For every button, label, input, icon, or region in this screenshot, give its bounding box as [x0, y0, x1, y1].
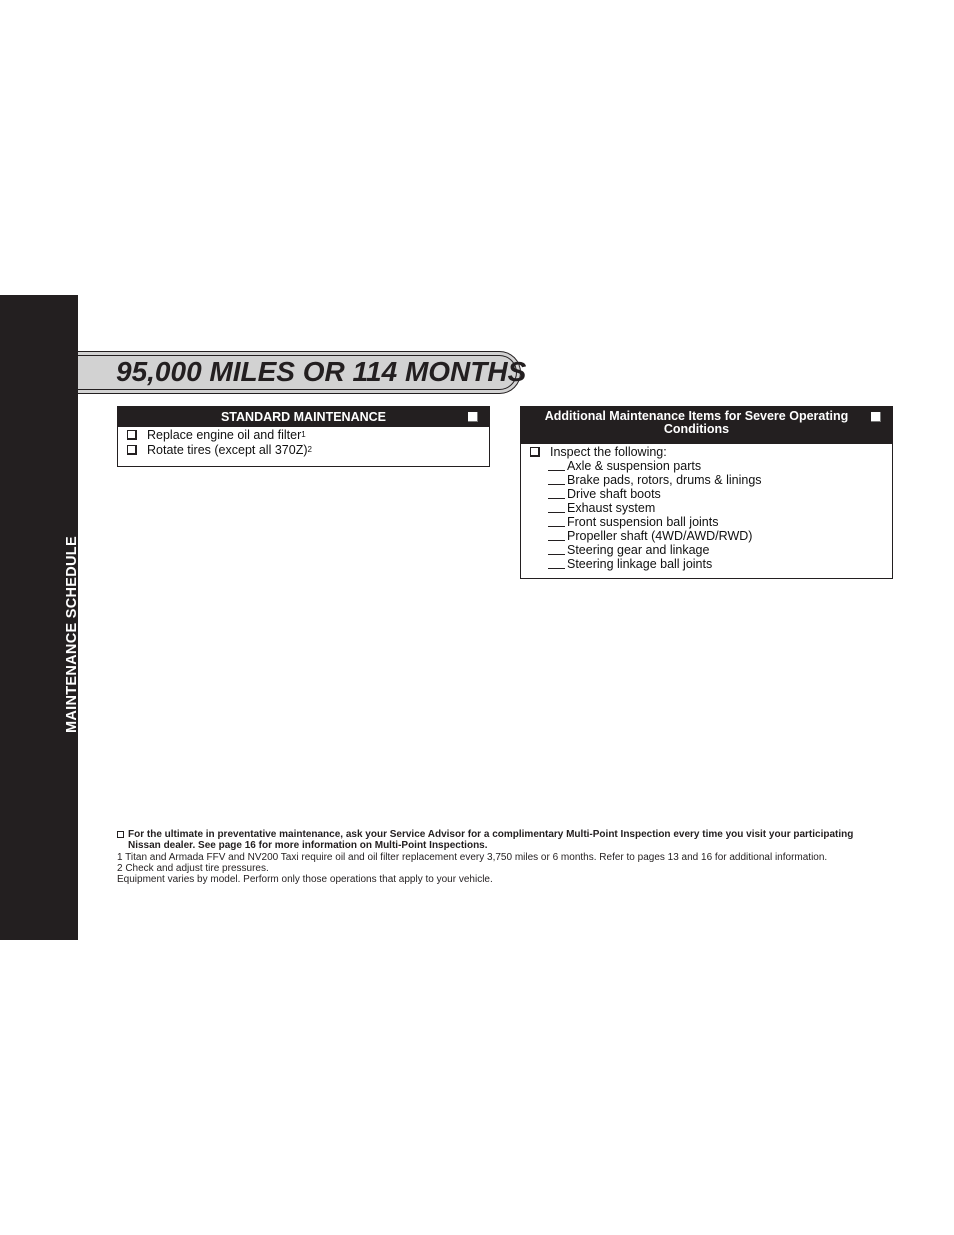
- list-item: [147, 428, 312, 443]
- checkbox-icon: [127, 430, 137, 440]
- blank-line: [548, 526, 565, 527]
- blank-line: [548, 484, 565, 485]
- checkbox-icon: [530, 447, 540, 457]
- sub-item: Front suspension ball joints: [567, 515, 762, 529]
- sub-item: Steering linkage ball joints: [567, 557, 762, 571]
- sub-item: Drive shaft boots: [567, 487, 762, 501]
- blank-line: [548, 540, 565, 541]
- header-checkbox-icon: [468, 412, 478, 422]
- checkbox-icon: [127, 445, 137, 455]
- footnote-1: 1 Titan and Armada FFV and NV200 Taxi require oil and oil filter replacement every 3,750 miles or 6 months. Refer to pages 13 and 16 for additional information.: [117, 852, 828, 863]
- standard-maintenance-header: [118, 407, 489, 427]
- standard-maintenance-title: STANDARD MAINTENANCE: [220, 410, 387, 424]
- item-text: Rotate tires (except all 370Z): [147, 443, 308, 457]
- list-item: [550, 445, 762, 571]
- multipoint-note: For the ultimate in preventative maintenance, ask your Service Advisor for a complimentary Multi-Point Inspection every time you visit your participating Nissan dealer. See page 16 for more information on Multi-Point Inspections.: [117, 829, 877, 851]
- equipment-note: Equipment varies by model. Perform only those operations that apply to your vehicle.: [117, 874, 493, 885]
- section-label: MAINTENANCE SCHEDULE: [64, 536, 80, 733]
- severe-conditions-header: [521, 407, 892, 444]
- sub-item: Exhaust system: [567, 501, 762, 515]
- sub-item: Brake pads, rotors, drums & linings: [567, 473, 762, 487]
- severe-item-list: [550, 445, 762, 571]
- sub-item: Steering gear and linkage: [567, 543, 762, 557]
- blank-line: [548, 554, 565, 555]
- checkbox-icon: [117, 831, 124, 838]
- item-text: Inspect the following:: [550, 445, 667, 459]
- list-item: [147, 443, 312, 458]
- blank-line: [548, 470, 565, 471]
- sub-item: Propeller shaft (4WD/AWD/RWD): [567, 529, 762, 543]
- blank-line: [548, 512, 565, 513]
- footnote-2: 2 Check and adjust tire pressures.: [117, 863, 269, 874]
- title-banner: [78, 351, 527, 394]
- page-number: 42: [50, 1165, 67, 1182]
- item-text: Replace engine oil and filter: [147, 428, 302, 442]
- blank-line: [548, 498, 565, 499]
- standard-maintenance-box: [117, 406, 490, 467]
- footnotes: [117, 829, 877, 885]
- blank-line: [548, 568, 565, 569]
- header-checkbox-icon: [871, 412, 881, 422]
- severe-conditions-title: Additional Maintenance Items for Severe Operating Conditions: [544, 409, 849, 436]
- severe-conditions-box: [520, 406, 893, 579]
- footnote-ref: 1: [301, 430, 306, 439]
- standard-item-list: [147, 428, 312, 458]
- inspection-sublist: [567, 459, 762, 571]
- page-title: 95,000 MILES OR 114 MONTHS: [116, 356, 527, 387]
- footnote-ref: 2: [307, 445, 312, 454]
- sub-item: Axle & suspension parts: [567, 459, 762, 473]
